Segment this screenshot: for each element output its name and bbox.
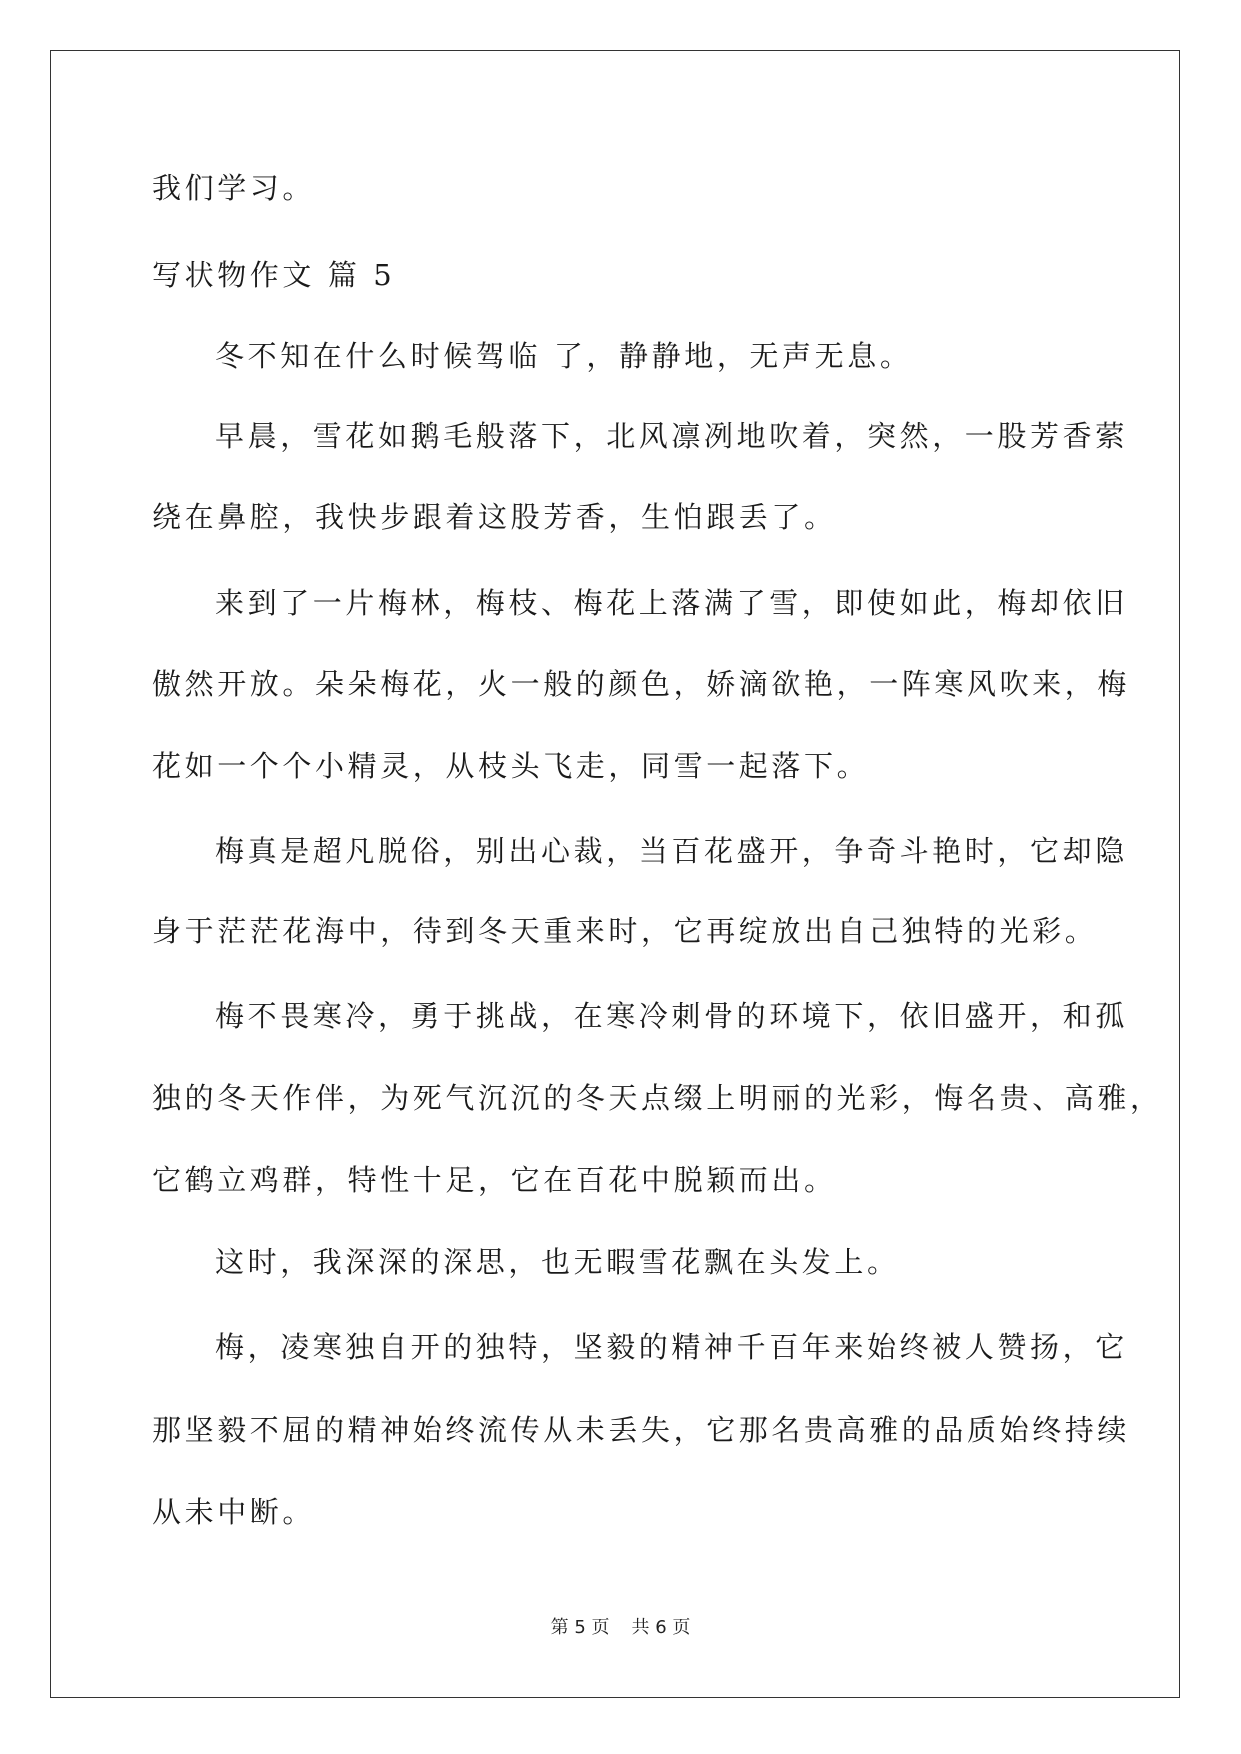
page-border [50,50,1180,1698]
text-line: 从未中断。 [152,1495,316,1529]
text-line: 我们学习。 [152,171,316,205]
text-line: 早晨，雪花如鹅毛般落下，北风凛冽地吹着，突然，一股芳香萦 [215,419,1128,453]
text-line: 梅，凌寒独自开的独特，坚毅的精神千百年来始终被人赞扬，它 [215,1330,1128,1364]
text-line: 梅不畏寒冷，勇于挑战，在寒冷刺骨的环境下，依旧盛开，和孤 [215,999,1128,1033]
text-line: 冬不知在什么时候驾临 了，静静地，无声无息。 [215,339,913,373]
text-line: 花如一个个小精灵，从枝头飞走，同雪一起落下。 [152,749,870,783]
page-footer [0,1616,1241,1640]
page-number: 第 5 页 [550,1617,610,1638]
text-line: 身于茫茫花海中，待到冬天重来时，它再绽放出自己独特的光彩。 [152,914,1098,948]
text-line: 它鹤立鸡群，特性十足，它在百花中脱颖而出。 [152,1163,837,1197]
text-line: 梅真是超凡脱俗，别出心裁，当百花盛开，争奇斗艳时，它却隐 [215,834,1128,868]
text-line: 这时，我深深的深思，也无暇雪花飘在头发上。 [215,1245,900,1279]
text-line: 那坚毅不屈的精神始终流传从未丢失，它那名贵高雅的品质始终持续 [152,1413,1131,1447]
text-line: 傲然开放。朵朵梅花，火一般的颜色，娇滴欲艳，一阵寒风吹来，梅 [152,667,1131,701]
page-total: 共 6 页 [631,1617,691,1638]
section-heading: 写状物作文 篇 5 [152,258,396,292]
text-line: 独的冬天作伴，为死气沉沉的冬天点缀上明丽的光彩，悔名贵、高雅， [152,1081,1163,1115]
text-line: 来到了一片梅林，梅枝、梅花上落满了雪，即使如此，梅却依旧 [215,586,1128,620]
text-line: 绕在鼻腔，我快步跟着这股芳香，生怕跟丢了。 [152,500,837,534]
